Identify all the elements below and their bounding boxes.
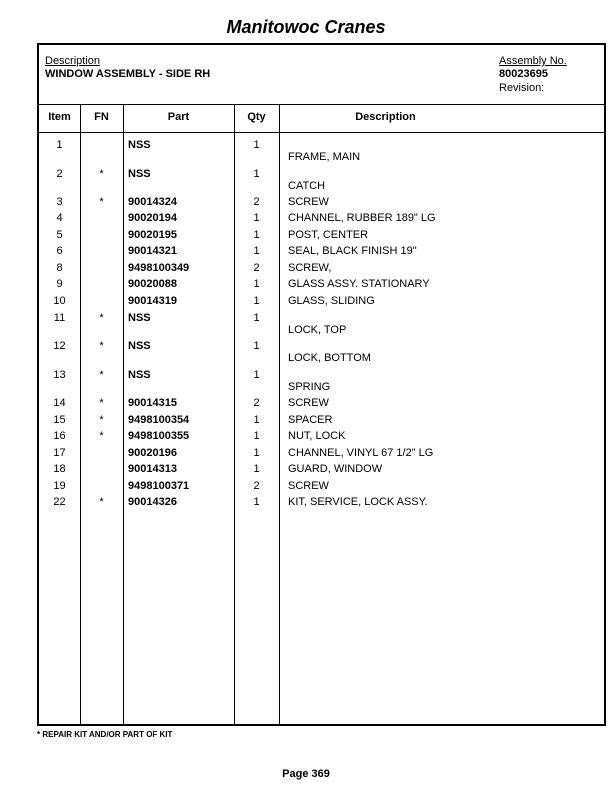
part-number: NSS <box>128 139 151 151</box>
part-number: 90014313 <box>128 463 177 475</box>
quantity: 1 <box>253 463 260 475</box>
column-header-part: Part <box>167 111 190 123</box>
column-header-item: Item <box>48 111 71 123</box>
page-title: Manitowoc Cranes <box>226 17 386 37</box>
quantity: 1 <box>253 229 260 241</box>
fn-marker: * <box>99 397 104 409</box>
part-description: SCREW <box>288 480 329 492</box>
item-number: 19 <box>53 480 66 492</box>
part-description: LOCK, BOTTOM <box>288 352 371 364</box>
item-number: 18 <box>53 463 66 475</box>
revision-label: Revision: <box>499 82 545 94</box>
item-number: 10 <box>53 295 66 307</box>
part-description: GUARD, WINDOW <box>288 463 383 475</box>
quantity: 1 <box>253 168 260 180</box>
fn-marker: * <box>99 414 104 426</box>
part-number: 90014321 <box>128 245 177 257</box>
assembly-number: 80023695 <box>499 68 548 80</box>
part-number: 90014315 <box>128 397 177 409</box>
part-number: 9498100355 <box>128 430 190 442</box>
assembly-number-label: Assembly No. <box>499 55 567 67</box>
item-number: 17 <box>53 447 66 459</box>
item-number: 14 <box>53 397 66 409</box>
quantity: 1 <box>253 245 260 257</box>
part-number: NSS <box>128 168 151 180</box>
item-number: 9 <box>56 278 63 290</box>
part-number: NSS <box>128 369 151 381</box>
part-description: SCREW <box>288 397 329 409</box>
quantity: 1 <box>253 414 260 426</box>
column-header-qty: Qty <box>247 111 266 123</box>
fn-marker: * <box>99 196 104 208</box>
part-description: CHANNEL, RUBBER 189" LG <box>288 212 436 224</box>
part-number: 9498100354 <box>128 414 190 426</box>
part-description: SPACER <box>288 414 333 426</box>
part-description: SPRING <box>288 381 331 393</box>
part-description: FRAME, MAIN <box>288 151 361 163</box>
part-description: GLASS ASSY. STATIONARY <box>288 278 430 290</box>
quantity: 1 <box>253 340 260 352</box>
quantity: 2 <box>253 397 260 409</box>
part-description: KIT, SERVICE, LOCK ASSY. <box>288 496 428 508</box>
part-number: 90020196 <box>128 447 177 459</box>
assembly-description: WINDOW ASSEMBLY - SIDE RH <box>45 68 211 80</box>
quantity: 1 <box>253 278 260 290</box>
fn-marker: * <box>99 496 104 508</box>
parts-table-frame <box>37 43 606 726</box>
quantity: 1 <box>253 212 260 224</box>
quantity: 2 <box>253 196 260 208</box>
item-number: 12 <box>53 340 66 352</box>
fn-marker: * <box>99 168 104 180</box>
item-number: 11 <box>53 312 66 324</box>
column-header-fn: FN <box>94 111 109 123</box>
part-number: 90014319 <box>128 295 177 307</box>
item-number: 8 <box>56 262 63 274</box>
part-number: 90014326 <box>128 496 177 508</box>
item-number: 16 <box>53 430 66 442</box>
item-number: 15 <box>53 414 66 426</box>
quantity: 2 <box>253 262 260 274</box>
item-number: 6 <box>56 245 63 257</box>
item-number: 22 <box>53 496 66 508</box>
fn-marker: * <box>99 340 104 352</box>
part-description: CATCH <box>288 180 326 192</box>
quantity: 1 <box>253 447 260 459</box>
item-number: 3 <box>56 196 63 208</box>
item-number: 13 <box>53 369 66 381</box>
part-number: 90020088 <box>128 278 177 290</box>
quantity: 1 <box>253 369 260 381</box>
fn-marker: * <box>99 312 104 324</box>
table-row <box>39 496 604 529</box>
repair-kit-footnote: * REPAIR KIT AND/OR PART OF KIT <box>37 730 173 739</box>
part-number: 90020195 <box>128 229 177 241</box>
part-description: SCREW <box>288 196 329 208</box>
part-description: SCREW, <box>288 262 332 274</box>
item-number: 2 <box>56 168 63 180</box>
part-description: GLASS, SLIDING <box>288 295 375 307</box>
quantity: 1 <box>253 139 260 151</box>
part-description: POST, CENTER <box>288 229 369 241</box>
part-description: NUT, LOCK <box>288 430 346 442</box>
quantity: 1 <box>253 496 260 508</box>
page-number: Page 369 <box>282 768 330 780</box>
item-number: 5 <box>56 229 63 241</box>
description-label: Description <box>45 55 101 67</box>
part-description: LOCK, TOP <box>288 324 347 336</box>
part-number: NSS <box>128 312 151 324</box>
quantity: 1 <box>253 295 260 307</box>
quantity: 1 <box>253 312 260 324</box>
fn-marker: * <box>99 369 104 381</box>
part-number: 9498100371 <box>128 480 190 492</box>
part-number: 90020194 <box>128 212 177 224</box>
part-number: 90014324 <box>128 196 177 208</box>
quantity: 2 <box>253 480 260 492</box>
column-header-description: Description <box>355 111 416 123</box>
fn-marker: * <box>99 430 104 442</box>
part-number: NSS <box>128 340 151 352</box>
part-description: CHANNEL, VINYL 67 1/2" LG <box>288 447 434 459</box>
quantity: 1 <box>253 430 260 442</box>
part-number: 9498100349 <box>128 262 190 274</box>
item-number: 4 <box>56 212 63 224</box>
item-number: 1 <box>56 139 63 151</box>
part-description: SEAL, BLACK FINISH 19" <box>288 245 417 257</box>
